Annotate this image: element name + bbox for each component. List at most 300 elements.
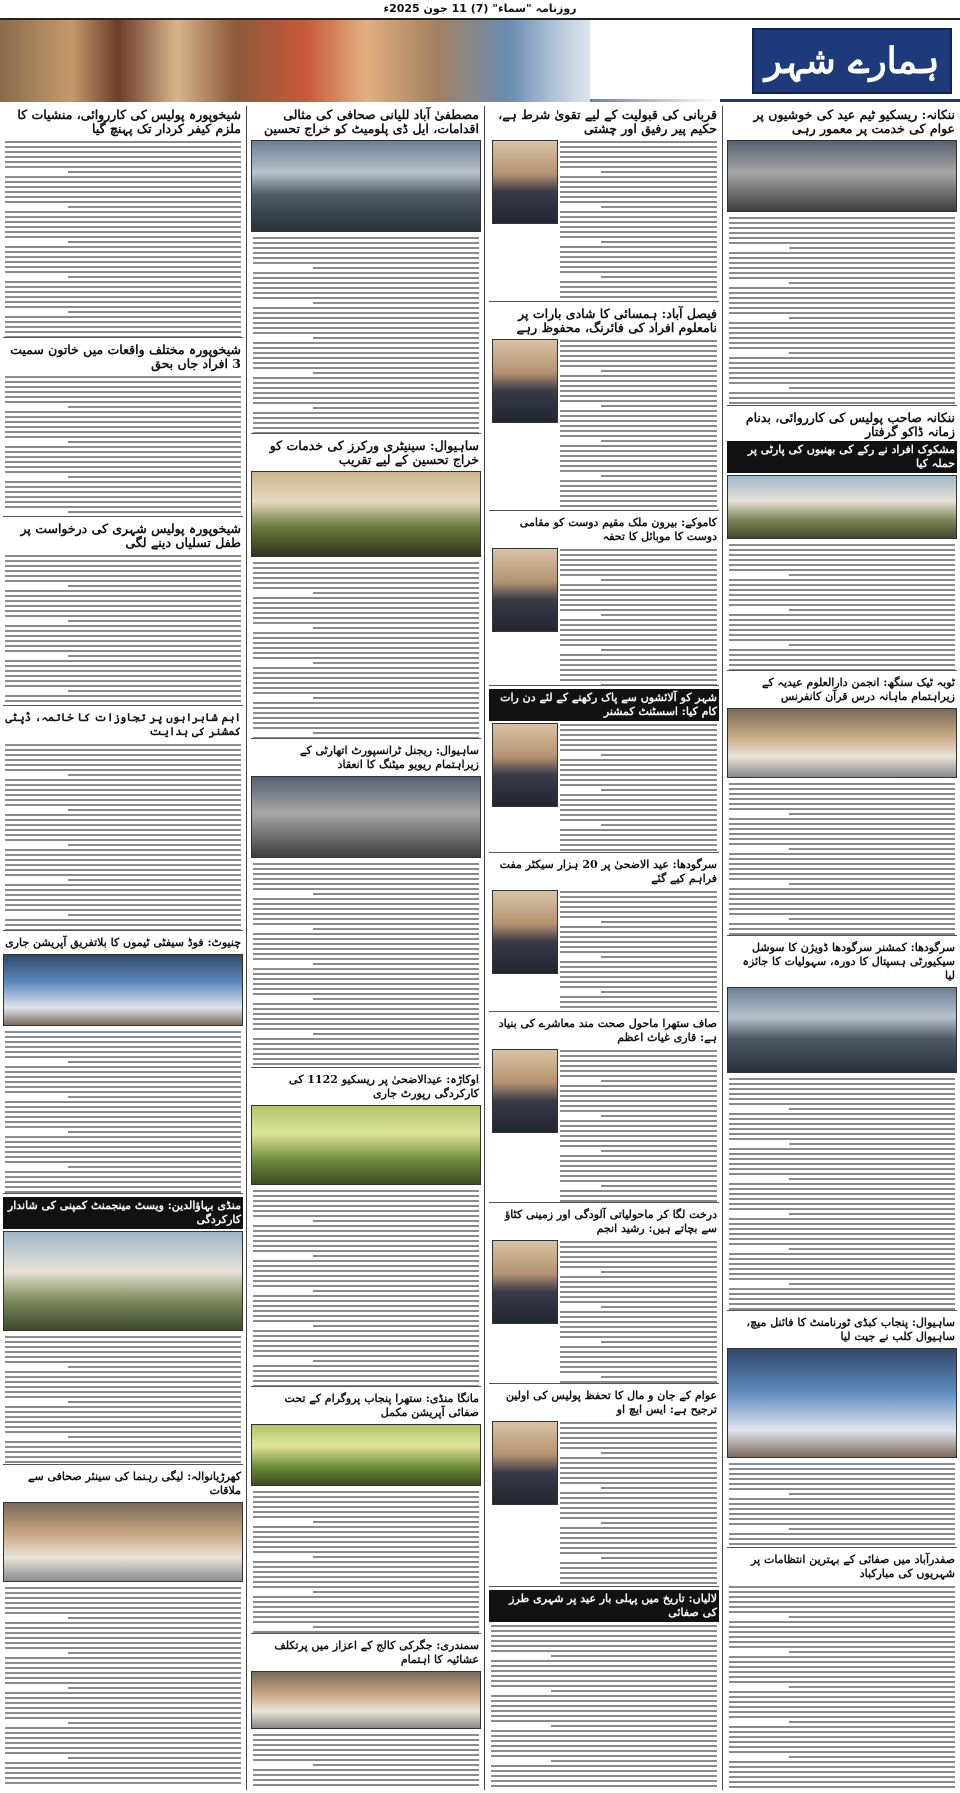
body-text-line — [729, 873, 955, 875]
body-text-line — [560, 1502, 717, 1504]
body-text-line — [491, 1705, 717, 1707]
body-text-line — [253, 682, 479, 684]
body-text-line — [5, 1612, 241, 1614]
story-body — [489, 1622, 719, 1790]
body-text-line — [253, 587, 479, 589]
body-text-line — [253, 973, 479, 975]
body-text-line — [560, 594, 717, 596]
body-text-line — [5, 166, 241, 168]
body-text-line — [253, 377, 479, 379]
body-text-line — [5, 1737, 241, 1739]
body-text-line — [560, 749, 717, 751]
body-text-line — [560, 1120, 717, 1122]
body-text-line — [560, 146, 717, 148]
body-text-line — [253, 863, 479, 865]
body-text-line — [729, 217, 955, 219]
body-text-line — [560, 1346, 717, 1348]
body-text-line — [253, 312, 479, 314]
body-text-line — [313, 1360, 479, 1362]
body-text-line — [560, 639, 717, 641]
body-text-line — [729, 1746, 955, 1748]
body-text-line — [560, 629, 717, 631]
body-text-line — [729, 1666, 955, 1668]
body-text-line — [5, 1637, 241, 1639]
body-text-line — [5, 1396, 241, 1398]
body-text-line — [729, 402, 955, 404]
body-text-line — [253, 397, 479, 399]
body-text-line — [253, 1240, 479, 1242]
body-text-line — [560, 1011, 717, 1012]
body-text-line — [729, 1258, 955, 1260]
body-text-line — [253, 342, 479, 344]
body-text-line — [560, 1085, 717, 1087]
body-text-line — [313, 1521, 479, 1523]
body-text-line — [253, 572, 479, 574]
body-text-line — [560, 996, 717, 998]
body-text-line — [5, 246, 241, 248]
body-text-line — [560, 1432, 717, 1434]
body-text-line — [5, 216, 241, 218]
body-text-line — [5, 1662, 241, 1664]
body-text-line — [560, 804, 717, 806]
body-text-line — [5, 1461, 241, 1463]
body-text-line — [560, 911, 717, 913]
body-text-line — [5, 884, 241, 886]
body-text-line — [5, 486, 241, 488]
body-text-line — [253, 1018, 479, 1020]
body-text-line — [729, 1218, 955, 1220]
body-text-line — [560, 395, 717, 397]
body-text-line — [560, 1482, 717, 1484]
body-text-line — [5, 1146, 241, 1148]
body-text-line — [560, 1050, 717, 1052]
body-text-line — [729, 1661, 955, 1663]
body-text-line — [5, 196, 241, 198]
body-text-line — [253, 1541, 479, 1543]
story-headline: قربانی کی قبولیت کے لیے تقویٰ شرط ہے، حکیم پیر رفیق اور چشتی — [498, 107, 717, 136]
body-text-line — [601, 754, 717, 756]
body-text-line — [729, 1148, 955, 1150]
body-text-line — [729, 843, 955, 845]
body-text-line — [253, 1058, 479, 1060]
body-text-line — [789, 609, 955, 611]
body-text-line — [729, 1223, 955, 1225]
body-text-line — [560, 500, 717, 502]
body-text-line — [789, 1143, 955, 1145]
body-text-line — [560, 1075, 717, 1077]
body-text-line — [253, 923, 479, 925]
body-text-line — [5, 859, 241, 861]
body-text-line — [253, 362, 479, 364]
body-text-line — [5, 1191, 241, 1193]
body-text-line — [253, 392, 479, 394]
body-text-line — [253, 1491, 479, 1493]
body-text-line — [5, 1071, 241, 1073]
body-text-line — [560, 1006, 717, 1008]
body-text-line — [253, 242, 479, 244]
body-text-line — [5, 201, 241, 203]
body-text-line — [560, 226, 717, 228]
body-text-line — [560, 1195, 717, 1197]
body-text-line — [601, 1080, 717, 1082]
body-text-line — [68, 1131, 241, 1133]
body-text-line — [253, 1616, 479, 1618]
body-text-line — [5, 874, 241, 876]
body-text-line — [560, 1462, 717, 1464]
body-text-line — [5, 251, 241, 253]
body-text-line — [5, 904, 241, 906]
body-text-line — [560, 619, 717, 621]
body-text-line — [560, 1200, 717, 1202]
body-text-line — [560, 1507, 717, 1509]
body-text-line — [5, 869, 241, 871]
portrait-photo — [492, 140, 558, 224]
body-text-line — [491, 1730, 717, 1732]
body-text-line — [5, 186, 241, 188]
body-text-line — [729, 1731, 955, 1733]
body-text-line — [253, 562, 479, 564]
body-text-line — [729, 1293, 955, 1295]
body-text-line — [253, 1190, 479, 1192]
body-text-line — [253, 1375, 479, 1377]
body-text-line — [729, 1298, 955, 1300]
body-text-line — [253, 1516, 479, 1518]
body-text-line — [5, 446, 241, 448]
body-text-line — [5, 600, 241, 602]
body-text-line — [729, 1153, 955, 1155]
body-text-line — [253, 1506, 479, 1508]
body-text-line — [253, 1265, 479, 1267]
body-text-line — [560, 1180, 717, 1182]
body-text-line — [253, 1754, 479, 1756]
body-text-line — [789, 1213, 955, 1215]
body-text-line — [253, 878, 479, 880]
body-text-line — [5, 680, 241, 682]
dateline: روزنامہ "سماء" (7) 11 جون 2025ء — [0, 0, 960, 20]
body-text-line — [560, 216, 717, 218]
body-text-line — [601, 956, 717, 958]
body-text-line — [313, 1325, 479, 1327]
body-text-line — [253, 898, 479, 900]
body-text-line — [313, 1220, 479, 1222]
body-text-line — [560, 971, 717, 973]
body-text-line — [560, 1070, 717, 1072]
body-text-line — [729, 788, 955, 790]
body-text-line — [729, 1138, 955, 1140]
body-text-line — [253, 612, 479, 614]
body-text-line — [253, 1779, 479, 1781]
body-text-line — [729, 1741, 955, 1743]
body-text-line — [560, 1170, 717, 1172]
body-text-line — [253, 1048, 479, 1050]
body-text-line — [560, 1422, 717, 1424]
body-text-line — [5, 1066, 241, 1068]
body-text-line — [560, 1351, 717, 1353]
body-text-line — [253, 387, 479, 389]
body-text-line — [729, 1736, 955, 1738]
body-text-line — [253, 1571, 479, 1573]
body-text-line — [491, 1625, 717, 1627]
body-text-line — [5, 1772, 241, 1774]
body-text-line — [729, 1781, 955, 1783]
body-text-line — [253, 422, 479, 424]
body-text-line — [253, 908, 479, 910]
body-text-line — [560, 759, 717, 761]
body-text-line — [5, 391, 241, 393]
body-text-line — [560, 415, 717, 417]
body-text-line — [729, 858, 955, 860]
body-text-line — [313, 998, 479, 1000]
body-text-line — [5, 176, 241, 178]
body-text-line — [5, 754, 241, 756]
body-text-line — [560, 1542, 717, 1544]
city-landmarks-photo-strip — [0, 20, 590, 102]
body-text-line — [5, 1406, 241, 1408]
story-body — [251, 1731, 481, 1789]
body-text-line — [560, 1552, 717, 1554]
body-text-line — [253, 637, 479, 639]
body-text-line — [560, 301, 717, 302]
body-text-line — [313, 1626, 479, 1628]
body-text-line — [253, 237, 479, 239]
body-text-line — [5, 794, 241, 796]
body-text-line — [253, 1586, 479, 1588]
body-text-line — [5, 1747, 241, 1749]
body-text-line — [729, 1278, 955, 1280]
body-text-line — [253, 712, 479, 714]
body-text-line — [560, 460, 717, 462]
body-text-line — [253, 1526, 479, 1528]
body-text-line — [560, 1537, 717, 1539]
story-headline: صفدرآباد میں صفائی کے بہترین انتظامات پر شہریوں کی مبارکباد — [751, 1553, 955, 1580]
body-text-line — [253, 1355, 479, 1357]
body-text-line — [253, 1320, 479, 1322]
body-text-line — [560, 769, 717, 771]
body-text-line — [729, 654, 955, 656]
body-text-line — [789, 1528, 955, 1530]
body-text-line — [729, 639, 955, 641]
body-text-line — [68, 620, 241, 622]
body-text-line — [560, 1256, 717, 1258]
body-text-line — [729, 833, 955, 835]
body-text-line — [68, 441, 241, 443]
story-body — [3, 1333, 243, 1465]
body-text-line — [253, 873, 479, 875]
body-text-line — [253, 1774, 479, 1776]
body-text-line — [560, 156, 717, 158]
body-text-line — [253, 1245, 479, 1247]
body-text-line — [560, 1547, 717, 1549]
body-text-line — [253, 257, 479, 259]
body-text-line — [729, 1508, 955, 1510]
body-text-line — [313, 407, 479, 409]
body-text-line — [68, 1652, 241, 1654]
body-text-line — [5, 570, 241, 572]
body-text-line — [729, 1238, 955, 1240]
news-photo — [3, 954, 243, 1026]
body-text-line — [729, 1083, 955, 1085]
body-text-line — [560, 1095, 717, 1097]
body-text-line — [5, 1657, 241, 1659]
body-text-line — [253, 412, 479, 414]
story-body — [251, 234, 481, 434]
section-title: ہمارے شہر — [764, 40, 940, 82]
body-text-line — [729, 1656, 955, 1658]
body-text-line — [5, 1356, 241, 1358]
body-text-line — [560, 814, 717, 816]
body-text-line — [560, 1251, 717, 1253]
body-text-line — [560, 251, 717, 253]
body-text-line — [5, 849, 241, 851]
body-text-line — [729, 272, 955, 274]
body-text-line — [729, 1671, 955, 1673]
body-text-line — [560, 981, 717, 983]
story-headline: اہم شاہراہوں پر تجاوزات کا خاتمہ، ڈپٹی کمشنر کی ہدایت — [5, 711, 241, 738]
body-text-line — [253, 903, 479, 905]
body-text-line — [601, 1487, 717, 1489]
news-photo — [727, 475, 957, 539]
body-text-line — [253, 352, 479, 354]
news-story — [251, 1637, 481, 1789]
body-text-line — [5, 1386, 241, 1388]
story-body — [3, 138, 243, 338]
body-text-line — [560, 1100, 717, 1102]
body-text-line — [729, 898, 955, 900]
body-text-line — [5, 271, 241, 273]
body-text-line — [729, 332, 955, 334]
body-text-line — [789, 1108, 955, 1110]
body-text-line — [253, 577, 479, 579]
body-text-line — [560, 844, 717, 846]
body-text-line — [729, 1483, 955, 1485]
body-text-line — [560, 679, 717, 681]
body-text-line — [253, 427, 479, 429]
body-text-line — [560, 966, 717, 968]
body-text-line — [253, 1280, 479, 1282]
body-text-line — [253, 1013, 479, 1015]
body-text-line — [5, 929, 241, 931]
body-text-line — [253, 347, 479, 349]
body-text-line — [560, 261, 717, 263]
body-text-line — [313, 627, 479, 629]
body-text-line — [729, 1078, 955, 1080]
body-text-line — [5, 431, 241, 433]
body-text-line — [729, 362, 955, 364]
body-text-line — [729, 903, 955, 905]
body-text-line — [560, 1381, 717, 1383]
body-text-line — [491, 1710, 717, 1712]
body-text-line — [729, 252, 955, 254]
body-text-line — [560, 380, 717, 382]
body-text-line — [253, 1601, 479, 1603]
body-text-line — [5, 1707, 241, 1709]
body-text-line — [253, 1310, 479, 1312]
body-text-line — [560, 1582, 717, 1584]
story-headline: ساہیوال: سینیٹری ورکرز کی خدمات کو خراج تحسین کے لیے تقریب — [269, 438, 479, 467]
body-text-line — [729, 634, 955, 636]
body-text-line — [560, 465, 717, 467]
body-text-line — [5, 580, 241, 582]
body-text-line — [729, 1183, 955, 1185]
body-text-line — [253, 1200, 479, 1202]
body-text-line — [560, 819, 717, 821]
body-text-line — [491, 1715, 717, 1717]
body-text-line — [491, 1735, 717, 1737]
body-text-line — [729, 584, 955, 586]
body-text-line — [5, 1111, 241, 1113]
body-text-line — [5, 1602, 241, 1604]
body-text-line — [560, 951, 717, 953]
body-text-line — [729, 1158, 955, 1160]
body-text-line — [253, 1305, 479, 1307]
column-4 — [3, 106, 243, 1790]
body-text-line — [5, 221, 241, 223]
news-story — [251, 106, 481, 434]
body-text-line — [560, 345, 717, 347]
body-text-line — [560, 986, 717, 988]
body-text-line — [601, 921, 717, 923]
body-text-line — [5, 1181, 241, 1183]
body-text-line — [729, 1268, 955, 1270]
body-text-line — [253, 722, 479, 724]
body-text-line — [560, 365, 717, 367]
body-text-line — [5, 640, 241, 642]
body-text-line — [560, 1130, 717, 1132]
body-text-line — [560, 839, 717, 841]
body-text-line — [5, 1697, 241, 1699]
body-text-line — [5, 1727, 241, 1729]
body-text-line — [560, 1472, 717, 1474]
body-text-line — [729, 287, 955, 289]
body-text-line — [5, 605, 241, 607]
body-text-line — [729, 237, 955, 239]
body-text-line — [253, 1749, 479, 1751]
body-text-line — [560, 659, 717, 661]
body-text-line — [5, 291, 241, 293]
body-text-line — [729, 1103, 955, 1105]
body-text-line — [253, 943, 479, 945]
news-story — [489, 1015, 719, 1203]
body-text-line — [729, 1243, 955, 1245]
body-text-line — [5, 1156, 241, 1158]
body-text-line — [5, 316, 241, 318]
body-text-line — [5, 386, 241, 388]
news-photo — [251, 1424, 481, 1486]
news-photo — [251, 140, 481, 232]
body-text-line — [5, 590, 241, 592]
body-text-line — [729, 1641, 955, 1643]
body-text-line — [729, 594, 955, 596]
body-text-line — [560, 734, 717, 736]
body-text-line — [560, 1331, 717, 1333]
news-story — [727, 939, 957, 1311]
portrait-photo — [492, 890, 558, 974]
news-photo — [251, 471, 481, 557]
body-text-line — [5, 1346, 241, 1348]
body-text-line — [729, 337, 955, 339]
body-text-line — [5, 301, 241, 303]
body-text-line — [313, 337, 479, 339]
body-text-line — [729, 853, 955, 855]
body-text-line — [729, 624, 955, 626]
body-text-line — [560, 1427, 717, 1429]
body-text-line — [560, 901, 717, 903]
body-text-line — [5, 1091, 241, 1093]
body-text-line — [253, 1531, 479, 1533]
body-text-line — [729, 377, 955, 379]
body-text-line — [729, 1518, 955, 1520]
body-text-line — [68, 844, 241, 846]
